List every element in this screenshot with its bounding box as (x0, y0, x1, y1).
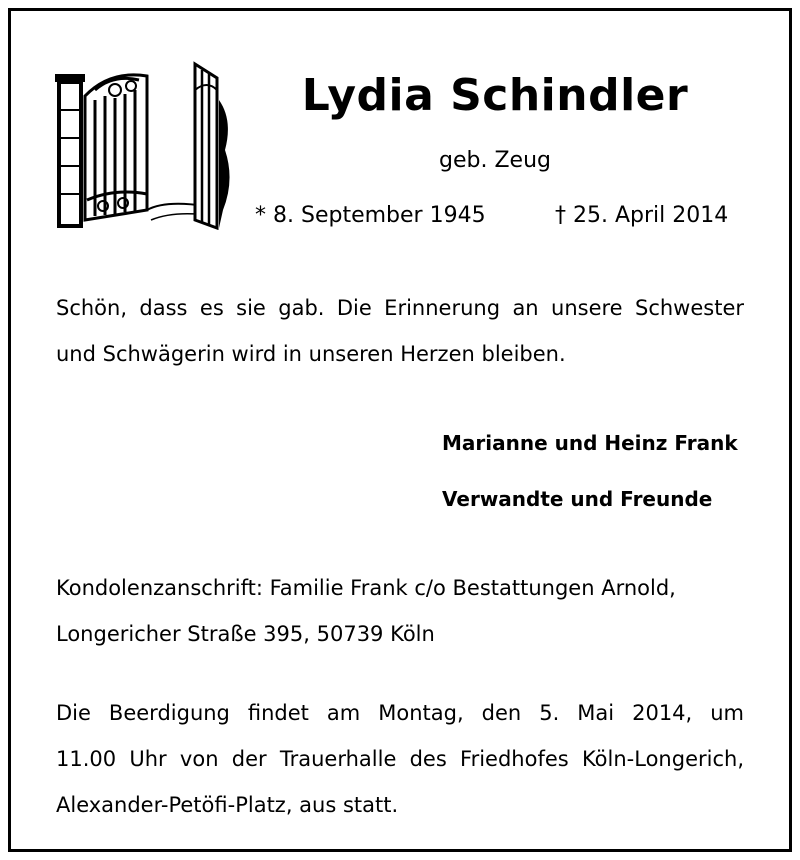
funeral-line: 11.00 Uhr von der Trauerhalle des Friedhofes Köln-Longerich, (56, 747, 744, 771)
birth-name: geb. Zeug (439, 148, 551, 173)
quote-line: und Schwägerin wird in unseren Herzen bleiben. (56, 342, 566, 366)
memorial-quote (56, 285, 744, 377)
death-date: † 25. April 2014 (555, 203, 729, 228)
funeral-line: Die Beerdigung findet am Montag, den 5. Mai 2014, um (56, 701, 744, 725)
open-gate-icon (55, 60, 235, 230)
condolence-address (56, 565, 744, 657)
funeral-line: Alexander-Petöfi-Platz, aus statt. (56, 793, 399, 817)
birth-date: * 8. September 1945 (255, 203, 486, 228)
funeral-info (56, 690, 744, 828)
condolence-line: Longericher Straße 395, 50739 Köln (56, 622, 435, 646)
condolence-line: Kondolenzanschrift: Familie Frank c/o Bestattungen Arnold, (56, 576, 676, 600)
signatory: Marianne und Heinz Frank (442, 431, 738, 455)
quote-line: Schön, dass es sie gab. Die Erinnerung an unsere Schwester (56, 296, 744, 320)
signatory: Verwandte und Freunde (442, 487, 713, 511)
deceased-name: Lydia Schindler (301, 70, 689, 121)
